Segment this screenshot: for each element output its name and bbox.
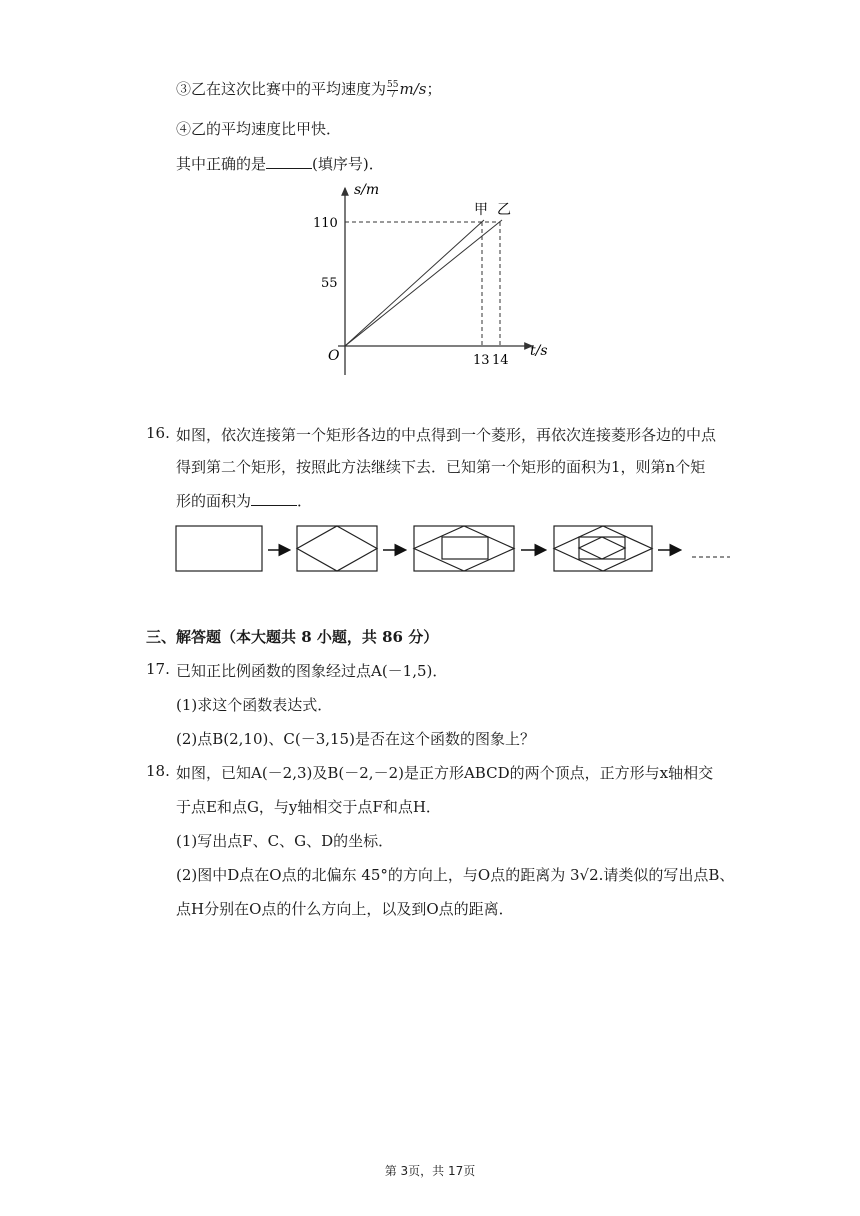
q17-part1: (1)求这个函数表达式．	[176, 696, 333, 714]
rectangle-4	[554, 526, 652, 571]
origin-label: O	[328, 348, 340, 364]
q18-line1: 如图，已知A(－2,3)及B(－2,－2)是正方形ABCD的两个顶点，正方形与x轴相交	[176, 764, 714, 782]
q15-answer-prefix: 其中正确的是	[176, 155, 267, 173]
q18-part1: (1)写出点F、C、G、D的坐标．	[176, 832, 394, 850]
q18-part2-line1: (2)图中D点在O点的北偏东 45°的方向上，与O点的距离为 3√2.请类似的写出点B、	[176, 866, 735, 884]
q15-answer-suffix: (填序号)．	[312, 155, 384, 173]
q15-item3	[176, 78, 441, 100]
q17-number: 17.	[146, 660, 170, 678]
q15-item3-fraction	[387, 81, 398, 100]
label-yi: 乙	[497, 202, 511, 218]
y-axis-label: s/m	[354, 182, 380, 198]
answer-blank	[251, 493, 297, 506]
y-tick-55: 55	[321, 276, 338, 291]
x-axis-label: t/s	[530, 343, 548, 359]
q16-line3	[176, 490, 312, 511]
q15-item3-text: ③乙在这次比赛中的平均速度为	[176, 80, 387, 98]
q15-item4: ④乙的平均速度比甲快．	[176, 120, 342, 138]
label-jia: 甲	[474, 202, 488, 218]
answer-blank	[266, 156, 312, 169]
fraction-denominator: 7	[389, 89, 396, 100]
q18-line2: 于点E和点G，与y轴相交于点F和点H．	[176, 798, 441, 816]
line-yi	[345, 220, 502, 346]
page-footer: 第 3页，共 17页	[384, 1164, 476, 1178]
q16-line2: 得到第二个矩形，按照此方法继续下去．已知第一个矩形的面积为1，则第n个矩	[176, 458, 706, 476]
x-tick-13: 13	[473, 353, 490, 368]
q17-stem: 已知正比例函数的图象经过点A(－1,5)．	[176, 662, 448, 680]
q16-line1: 如图，依次连接第一个矩形各边的中点得到一个菱形，再依次连接菱形各边的中点	[176, 426, 717, 444]
fraction-numerator: 55	[387, 79, 399, 90]
rhombus-2	[297, 526, 377, 571]
rectangle-sequence-figure	[170, 520, 735, 578]
line-jia	[345, 220, 484, 346]
rhombus-3	[414, 526, 514, 571]
rectangle-2	[297, 526, 377, 571]
inner-rect-4	[579, 537, 625, 559]
q18-part2-line2: 点H分别在O点的什么方向上，以及到O点的距离．	[176, 900, 514, 918]
q18-number: 18.	[146, 762, 170, 780]
rhombus-4	[554, 526, 652, 571]
q15-answer-line	[176, 153, 384, 174]
rectangle-1	[176, 526, 262, 571]
q15-item3-end: ；	[426, 80, 442, 98]
x-tick-14: 14	[492, 353, 509, 368]
inner-rhombus-4	[579, 537, 625, 559]
rectangle-3	[414, 526, 514, 571]
q16-number: 16.	[146, 424, 170, 442]
inner-rect-3	[442, 537, 488, 559]
q16-line3-suffix: ．	[297, 492, 313, 510]
q17-part2: (2)点B(2,10)、C(－3,15)是否在这个函数的图象上？	[176, 730, 535, 748]
q16-line3-prefix: 形的面积为	[176, 492, 252, 510]
distance-time-graph	[310, 180, 560, 385]
y-tick-110: 110	[313, 216, 338, 231]
section3-title: 三、解答题（本大题共 8 小题，共 86 分）	[146, 628, 439, 646]
q15-item3-unit: m/s	[399, 80, 427, 98]
